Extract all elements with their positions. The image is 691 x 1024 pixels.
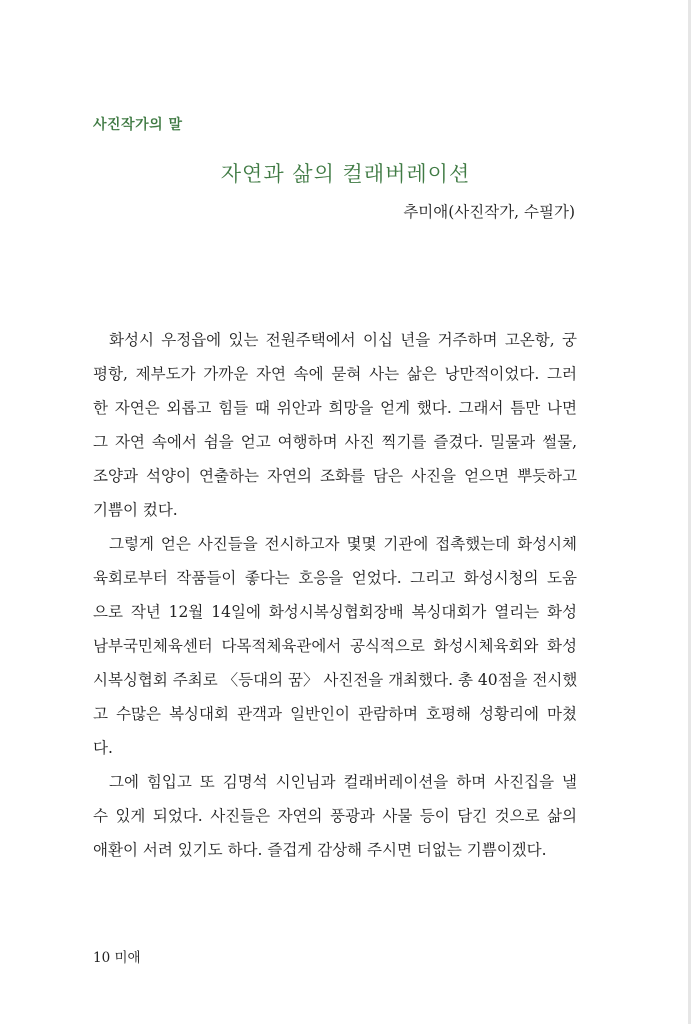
paragraph-1 (93, 329, 577, 533)
paragraph-3 (93, 771, 577, 873)
paragraph-2 (93, 533, 577, 771)
text-line: 수 있게 되었다. 사진들은 자연의 풍광과 사물 등이 담긴 것으로 삶의 (93, 807, 577, 825)
page-title: 자연과 삶의 컬래버레이션 (220, 162, 471, 186)
page-footer (93, 946, 141, 966)
section-label: 사진작가의 말 (93, 117, 183, 133)
text-line: 기쁨이 컸다. (93, 501, 178, 519)
text-line: 육회로부터 작품들이 좋다는 호응을 얻었다. 그리고 화성시청의 도움 (93, 569, 577, 587)
text-line: 시복싱협회 주최로 〈등대의 꿈〉 사진전을 개최했다. 총 40점을 전시했 (93, 671, 578, 689)
text-line: 평항, 제부도가 가까운 자연 속에 묻혀 사는 삶은 낭만적이었다. 그러 (93, 365, 577, 383)
body-text (93, 329, 577, 873)
running-title: 미애 (114, 950, 141, 966)
text-line: 그에 힘입고 또 김명석 시인님과 컬래버레이션을 하며 사진집을 낼 (109, 773, 577, 791)
text-line: 그렇게 얻은 사진들을 전시하고자 몇몇 기관에 접촉했는데 화성시체 (109, 535, 577, 553)
text-line: 다. (93, 739, 113, 757)
text-line: 그 자연 속에서 쉼을 얻고 여행하며 사진 찍기를 즐겼다. 밀물과 썰물, (93, 433, 577, 451)
text-line: 화성시 우정읍에 있는 전원주택에서 이십 년을 거주하며 고온항, 궁 (109, 331, 577, 349)
text-line: 한 자연은 외롭고 힘들 때 위안과 희망을 얻게 했다. 그래서 틈만 나면 (93, 399, 577, 417)
text-line: 애환이 서려 있기도 하다. 즐겁게 감상해 주시면 더없는 기쁨이겠다. (93, 841, 547, 859)
text-line: 남부국민체육센터 다목적체육관에서 공식적으로 화성시체육회와 화성 (93, 637, 577, 655)
page-number: 10 (93, 950, 111, 966)
author-byline: 추미애(사진작가, 수필가) (403, 203, 575, 221)
text-line: 고 수많은 복싱대회 관객과 일반인이 관람하며 호평해 성황리에 마쳤 (93, 705, 577, 723)
text-line: 조양과 석양이 연출하는 자연의 조화를 담은 사진을 얻으면 뿌듯하고 (93, 467, 577, 485)
text-line: 으로 작년 12월 14일에 화성시복싱협회장배 복싱대회가 열리는 화성 (93, 603, 577, 621)
